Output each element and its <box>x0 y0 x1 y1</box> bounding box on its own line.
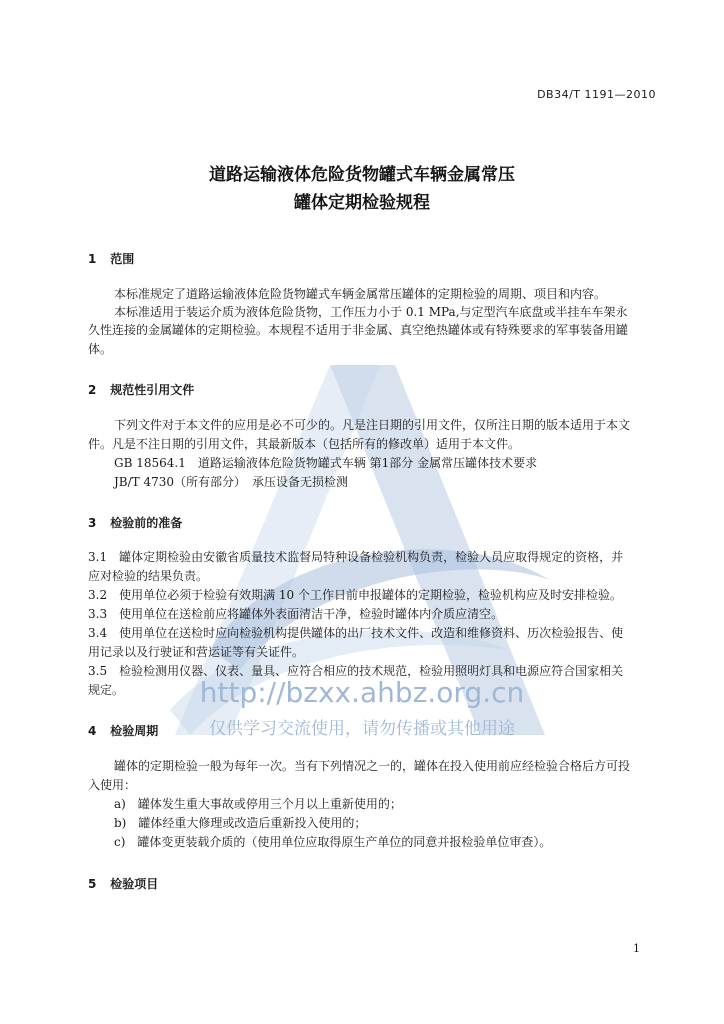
paragraph-line: 久性连接的金属罐体的定期检验。本规程不适用于非金属、真空绝热罐体或有特殊要求的军事装备用罐 <box>88 323 629 337</box>
watermark-notice: 仅供学习交流使用，请勿传播或其他用途 <box>209 719 515 739</box>
paragraph-line: 罐体的定期检验一般为每年一次。当有下列情况之一的，罐体在投入使用前应经检验合格后方可投 <box>114 759 631 773</box>
section-heading-inspection-items: 5 检验项目 <box>88 877 159 891</box>
list-item: c) 罐体变更装载介质的（使用单位应取得原生产单位的同意并报检验单位审查）。 <box>114 835 552 849</box>
document-title-line2: 罐体定期检验规程 <box>294 193 430 213</box>
section-heading-scope: 1 范围 <box>88 252 135 266</box>
reference-item: GB 18564.1 道路运输液体危险货物罐式车辆 第1部分 金属常压罐体技术要求 <box>114 456 538 470</box>
paragraph-line: 下列文件对于本文件的应用是必不可少的。凡是注日期的引用文件，仅所注日期的版本适用于本文 <box>114 418 631 432</box>
watermark-url: http://bzxx.ahbz.org.cn <box>199 676 525 709</box>
paragraph-line: 件。凡是不注日期的引用文件，其最新版本（包括所有的修改单）适用于本文件。 <box>88 437 521 451</box>
paragraph-line: 本标准规定了道路运输液体危险货物罐式车辆金属常压罐体的定期检验的周期、项目和内容。 <box>114 287 607 301</box>
paragraph-line: 体。 <box>88 342 113 356</box>
list-item: a) 罐体发生重大事故或停用三个月以上重新使用的； <box>114 797 402 811</box>
section-heading-normative-references: 2 规范性引用文件 <box>88 383 195 397</box>
clause-line: 规定。 <box>88 683 125 697</box>
clause-line: 3.1 罐体定期检验由安徽省质量技术监督局特种设备检验机构负责，检验人员应取得规定的资格，并 <box>88 550 624 564</box>
clause-line: 3.2 使用单位必须于检验有效期满 10 个工作日前申报罐体的定期检验，检验机构应及时安排检验。 <box>88 588 622 602</box>
list-item: b) 罐体经重大修理或改造后重新投入使用的； <box>114 816 367 830</box>
paragraph-line: 本标准适用于装运介质为液体危险货物，工作压力小于 0.1 MPa,与定型汽车底盘或半挂车车架永 <box>114 305 628 319</box>
paragraph-line: 入使用： <box>88 778 137 792</box>
clause-line: 应对检验的结果负责。 <box>88 569 209 583</box>
clause-line: 3.4 使用单位在送检时应向检验机构提供罐体的出厂技术文件、改造和维修资料、历次检验报告、使 <box>88 626 624 640</box>
section-heading-preparation: 3 检验前的准备 <box>88 516 183 530</box>
clause-line: 3.5 检验检测用仪器、仪表、量具、应符合相应的技术规范，检验用照明灯具和电源应符合国家相关 <box>88 664 624 678</box>
clause-line: 3.3 使用单位在送检前应将罐体外表面清洁干净，检验时罐体内介质应清空。 <box>88 607 504 621</box>
reference-item: JB/T 4730（所有部分） 承压设备无损检测 <box>114 475 349 489</box>
section-heading-inspection-period: 4 检验周期 <box>88 724 159 738</box>
clause-line: 用记录以及行驶证和营运证等有关证件。 <box>88 645 305 659</box>
page-number: 1 <box>633 942 640 955</box>
document-code: DB34/T 1191—2010 <box>537 88 656 101</box>
document-title-line1: 道路运输液体危险货物罐式车辆金属常压 <box>209 165 515 185</box>
